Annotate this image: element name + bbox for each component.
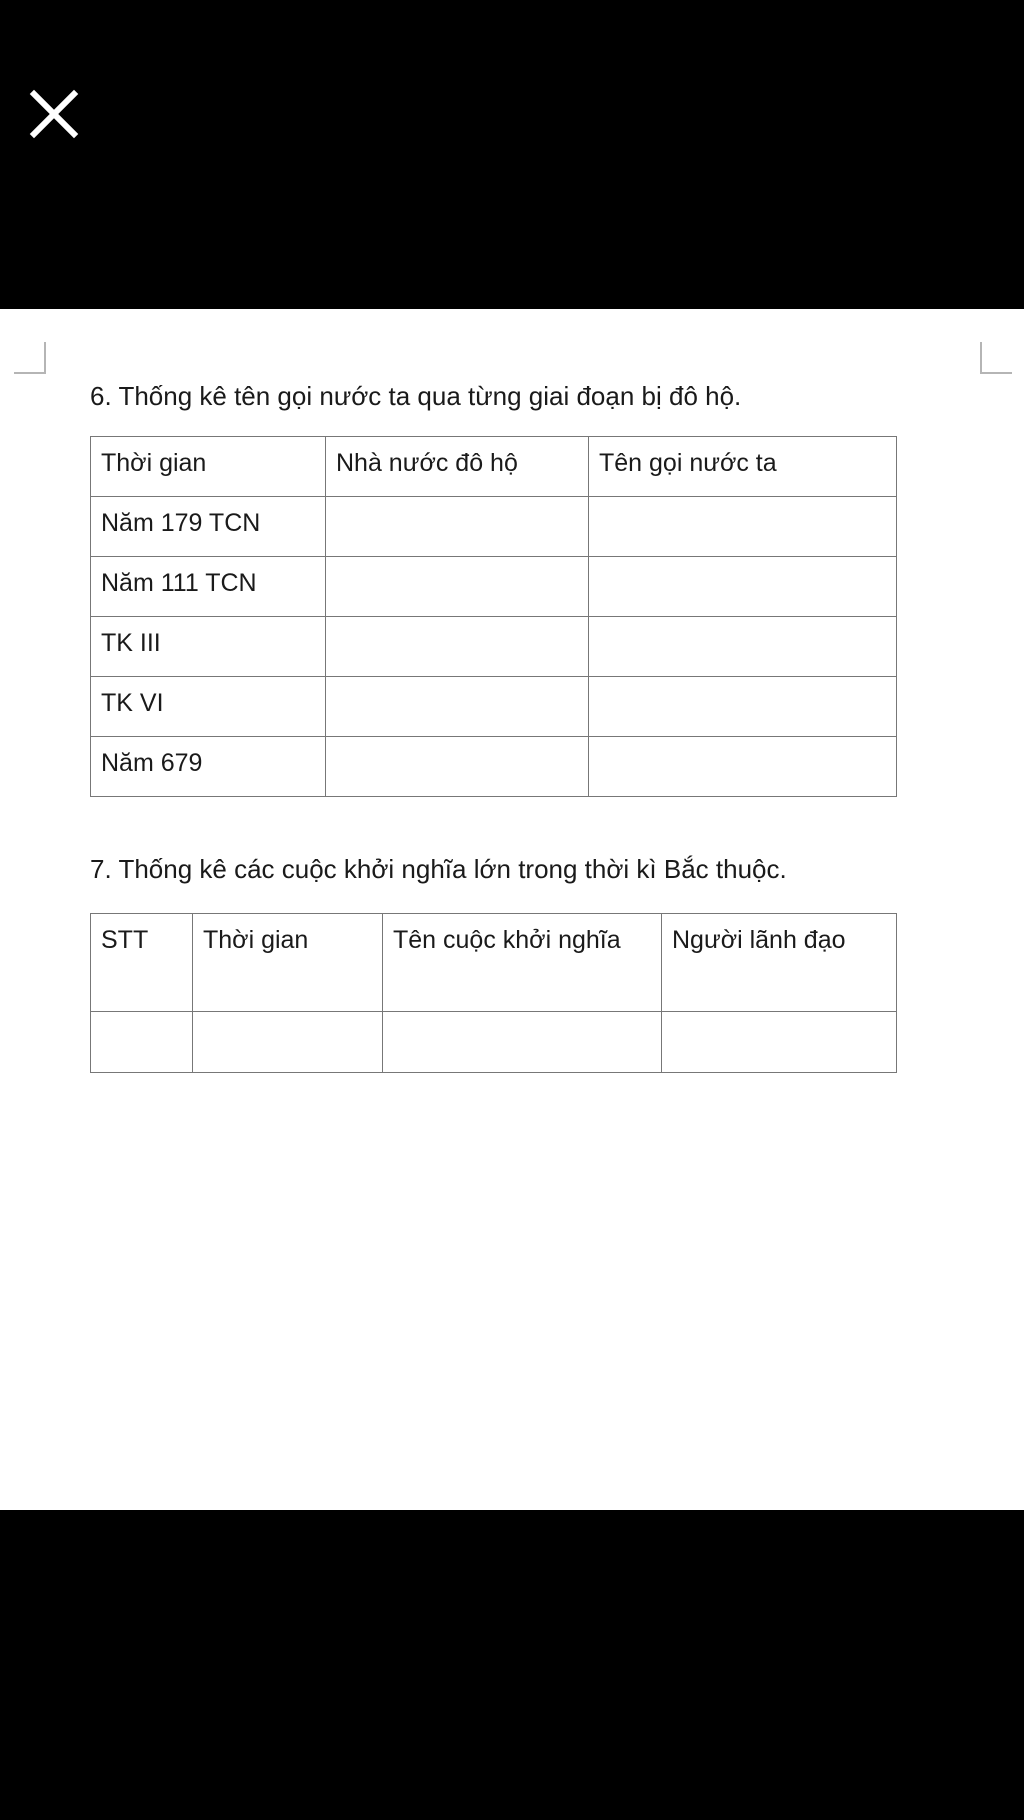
column-header-number: STT: [91, 914, 193, 1012]
cell-country-name: [589, 677, 897, 737]
question-7-heading: 7. Thống kê các cuộc khởi nghĩa lớn trong thời kì Bắc thuộc.: [90, 854, 787, 884]
cell-ruling-state: [326, 677, 589, 737]
column-header-time: Thời gian: [91, 437, 326, 497]
table-row: [91, 677, 897, 737]
question-6-heading: 6. Thống kê tên gọi nước ta qua từng giai đoạn bị đô hộ.: [90, 381, 742, 411]
cell-leader: [662, 1012, 897, 1073]
cell-uprising-name: [383, 1012, 662, 1073]
cell-time: TK VI: [91, 677, 326, 737]
column-header-time: Thời gian: [193, 914, 383, 1012]
page-margin-mark-left: [14, 342, 46, 374]
cell-time: Năm 679: [91, 737, 326, 797]
cell-time: Năm 179 TCN: [91, 497, 326, 557]
table-header-row: [91, 914, 897, 1012]
cell-ruling-state: [326, 617, 589, 677]
cell-country-name: [589, 557, 897, 617]
cell-time: [193, 1012, 383, 1073]
cell-ruling-state: [326, 557, 589, 617]
uprisings-table: [90, 913, 897, 1073]
column-header-uprising-name: Tên cuộc khởi nghĩa: [383, 914, 662, 1012]
table-row: [91, 497, 897, 557]
cell-country-name: [589, 497, 897, 557]
cell-country-name: [589, 617, 897, 677]
table-row: [91, 737, 897, 797]
table-header-row: [91, 437, 897, 497]
column-header-country-name: Tên gọi nước ta: [589, 437, 897, 497]
table-row: [91, 617, 897, 677]
table-row: [91, 1012, 897, 1073]
column-header-leader: Người lãnh đạo: [662, 914, 897, 1012]
cell-ruling-state: [326, 737, 589, 797]
document-page: [0, 309, 1024, 1510]
page-margin-mark-right: [980, 342, 1012, 374]
cell-ruling-state: [326, 497, 589, 557]
occupation-names-table: [90, 436, 897, 797]
cell-time: Năm 111 TCN: [91, 557, 326, 617]
cell-time: TK III: [91, 617, 326, 677]
cell-number: [91, 1012, 193, 1073]
table-row: [91, 557, 897, 617]
close-button[interactable]: [26, 86, 94, 154]
cell-country-name: [589, 737, 897, 797]
column-header-ruling-state: Nhà nước đô hộ: [326, 437, 589, 497]
close-icon[interactable]: [26, 86, 82, 142]
